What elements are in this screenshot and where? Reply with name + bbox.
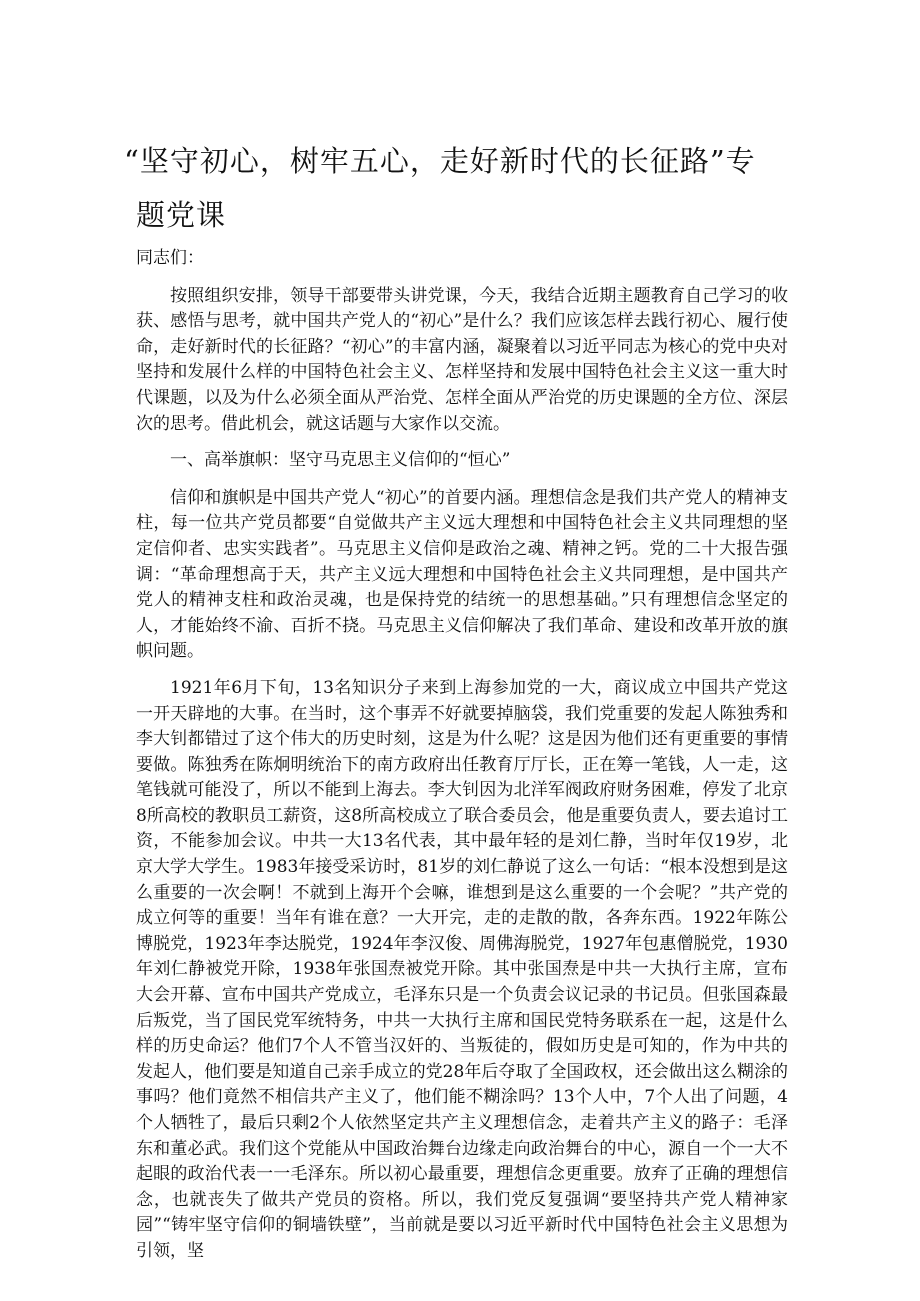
document-title: “坚守初心，树牢五心，走好新时代的长征路”专题党课 bbox=[124, 144, 756, 232]
document-body bbox=[136, 246, 788, 1276]
paragraph-intro: 按照组织安排，领导干部要带头讲党课，今天，我结合近期主题教育自己学习的收获、感悟与思考，就中国共产党人的“初心”是什么？我们应该怎样去践行初心、履行使命，走好新时代的长征路？“初心”的丰富内涵，凝聚着以习近平同志为核心的党中央对坚持和发展什么样的中国特色社会主义、怎样坚持和发展中国特色社会主义这一重大时代课题，以及为什么必须全面从严治党、怎样全面从严治党的历史课题的全方位、深层次的思考。借此机会，就这话题与大家作以交流。 bbox=[136, 285, 788, 434]
paragraph-body: 信仰和旗帜是中国共产党人“初心”的首要内涵。理想信念是我们共产党人的精神支柱，每一位共产党员都要“自觉做共产主义远大理想和中国特色社会主义共同理想的坚定信仰者、忠实实践者”。马克思主义信仰是政治之魂、精神之钙。党的二十大报告强调：“革命理想高于天，共产主义远大理想和中国特色社会主义共同理想，是中国共产党人的精神支柱和政治灵魂，也是保持党的结统一的思想基础。”只有理想信念坚定的人，才能始终不渝、百折不挠。马克思主义信仰解决了我们革命、建设和改革开放的旗帜问题。 bbox=[136, 487, 788, 662]
section-heading: 一、高举旗帜：坚守马克思主义信仰的“恒心” bbox=[170, 450, 511, 471]
salutation: 同志们： bbox=[136, 248, 204, 268]
paragraph-body: 1921年6月下旬，13名知识分子来到上海参加党的一大，商议成立中国共产党这一开天辟地的大事。在当时，这个事弄不好就要掉脑袋，我们党重要的发起人陈独秀和李大钊都错过了这个伟大的历史时刻，这是为什么呢？这是因为他们还有更重要的事情要做。陈独秀在陈炯明统治下的南方政府出任教育厅厅长，正在筹一笔钱，人一走，这笔钱就可能没了，所以不能到上海去。李大钊因为北洋军阀政府财务困难，停发了北京8所高校的教职员工薪资，这8所高校成立了联合委员会，他是重要负责人，要去追讨工资，不能参加会议。中共一大13名代表，其中最年轻的是刘仁静，当时年仅19岁，北京大学大学生。1983年接受采访时，81岁的刘仁静说了这么一句话：“根本没想到是这么重要的一次会啊！不就到上海开个会嘛，谁想到是这么重要的一个会呢？”共产党的成立何等的重要！当年有谁在意？一大开完，走的走散的散，各奔东西。1922年陈公博脱党，1923年李达脱党，1924年李汉俊、周佛海脱党，1927年包惠僧脱党，1930年刘仁静被党开除，1938年张国焘被党开除。其中张国焘是中共一大执行主席，宣布大会开幕、宣布中国共产党成立，毛泽东只是一个负责会议记录的书记员。但张国森最后叛党，当了国民党军统特务，中共一大执行主席和国民党特务联系在一起，这是什么样的历史命运？他们7个人不管当汉奸的、当叛徒的，假如历史是可知的，作为中共的发起人，他们要是知道自己亲手成立的党28年后夺取了全国政权，还会做出这么糊涂的事吗？他们竟然不相信共产主义了，他们能不糊涂吗？13个人中，7个人出了问题，4个人牺牲了，最后只剩2个人依然坚定共产主义理想信念，走着共产主义的路子：毛泽东和董必武。我们这个党能从中国政治舞台边缘走向政治舞台的中心，源自一个一大不起眼的政治代表一一毛泽东。所以初心最重要，理想信念更重要。放弃了正确的理想信念，也就丧失了做共产党员的资格。所以，我们党反复强调“要坚持共产党人精神家园”“铸牢坚守信仰的铜墙铁壁”，当前就是要以习近平新时代中国特色社会主义思想为引领，坚 bbox=[136, 677, 788, 1261]
